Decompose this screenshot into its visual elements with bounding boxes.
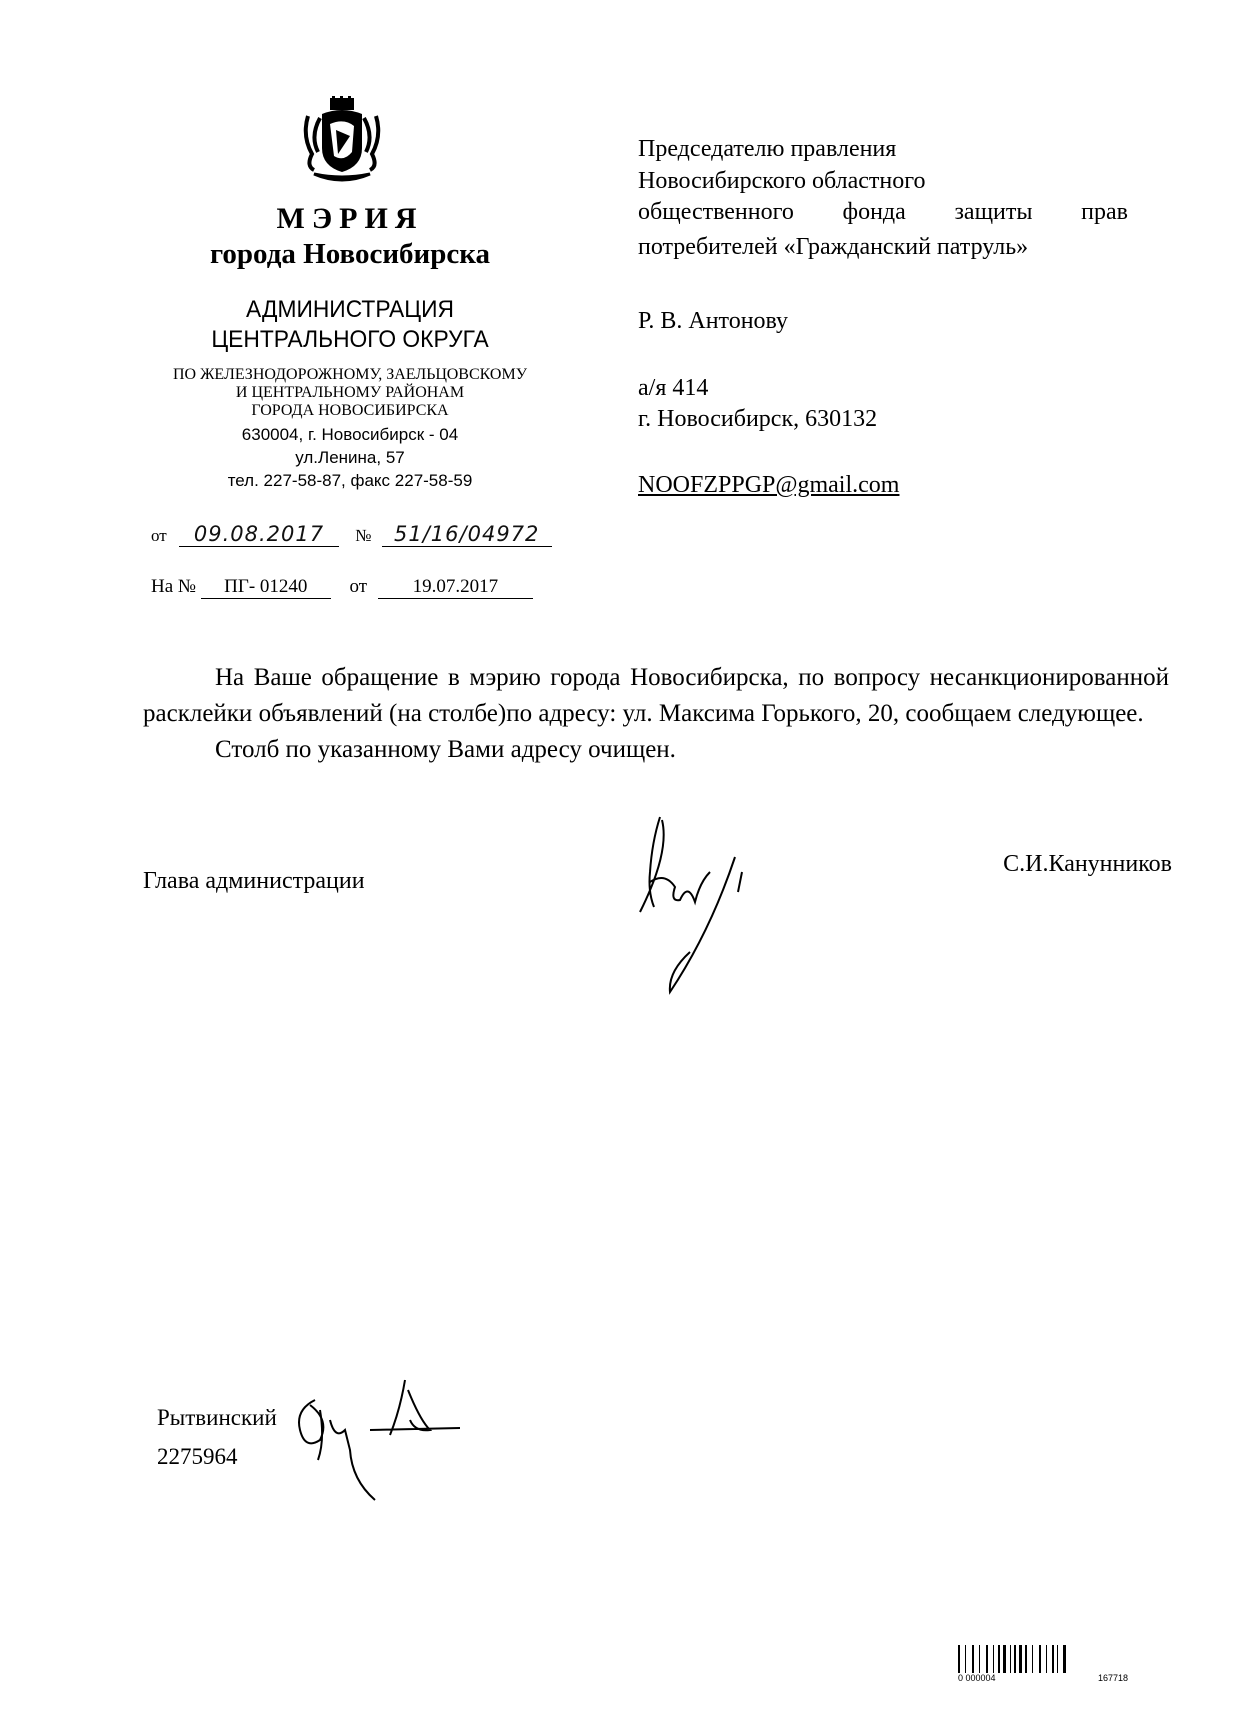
- recipient-line: Новосибирского областного: [638, 168, 926, 194]
- barcode-digits-left: 0 000004: [958, 1673, 996, 1683]
- outgoing-registration: [151, 522, 552, 547]
- signatory-name: С.И.Канунников: [1003, 851, 1172, 877]
- letter-body: [143, 660, 1169, 768]
- sender-phone: тел. 227-58-87, факс 227-58-59: [227, 471, 473, 490]
- handwritten-signature: [630, 812, 765, 1002]
- recipient-city: г. Новосибирск, 630132: [638, 406, 878, 432]
- reply-reference: [151, 576, 533, 599]
- body-paragraph: На Ваше обращение в мэрию города Новосибирска, по вопросу несанкционированной расклейки объявлений (на столбе)по адресу: ул. Максима Горького, 20, сообщаем следующее.: [143, 664, 1169, 727]
- recipient-email[interactable]: NOOFZPPGP@gmail.com: [638, 472, 900, 498]
- from-label: от: [151, 526, 167, 545]
- signatory-position: Глава администрации: [143, 868, 365, 894]
- number-label: №: [355, 526, 372, 545]
- barcode-digits-right: 167718: [1097, 1673, 1128, 1683]
- districts-line: ПО ЖЕЛЕЗНОДОРОЖНОМУ, ЗАЕЛЬЦОВСКОМУ: [172, 366, 528, 383]
- executor-signature: [290, 1370, 465, 1505]
- barcode-bars: [958, 1645, 1148, 1673]
- reply-number: ПГ- 01240: [201, 576, 331, 599]
- outgoing-date: 09.08.2017: [179, 522, 339, 547]
- document-barcode: [958, 1645, 1148, 1683]
- districts-line: И ЦЕНТРАЛЬНОМУ РАЙОНАМ: [235, 384, 465, 401]
- city-title: города Новосибирска: [209, 238, 491, 270]
- executor-name: Рытвинский: [157, 1405, 277, 1430]
- administration-title: АДМИНИСТРАЦИЯ: [246, 296, 454, 323]
- barcode-bar: [1066, 1645, 1072, 1673]
- mayor-office-title: МЭРИЯ: [276, 202, 424, 235]
- reply-label: На №: [151, 576, 197, 597]
- sender-street: ул.Ленина, 57: [295, 448, 405, 467]
- recipient-name: Р. В. Антонову: [638, 308, 789, 334]
- recipient-po-box: а/я 414: [638, 375, 709, 401]
- recipient-line: Председателю правления: [638, 136, 897, 162]
- outgoing-number: 51/16/04972: [382, 522, 552, 547]
- body-paragraph: Столб по указанному Вами адресу очищен.: [215, 736, 676, 763]
- recipient-line: общественного фонда защиты прав: [638, 199, 1128, 225]
- administration-subtitle: ЦЕНТРАЛЬНОГО ОКРУГА: [211, 326, 489, 353]
- recipient-line: потребителей «Гражданский патруль»: [638, 234, 1029, 260]
- executor-phone: 2275964: [157, 1444, 238, 1469]
- districts-line: ГОРОДА НОВОСИБИРСКА: [251, 402, 449, 419]
- reply-from-label: от: [349, 576, 368, 597]
- sender-address: 630004, г. Новосибирск - 04: [241, 425, 459, 444]
- reply-date: 19.07.2017: [378, 576, 533, 599]
- coat-of-arms-emblem: [300, 96, 384, 186]
